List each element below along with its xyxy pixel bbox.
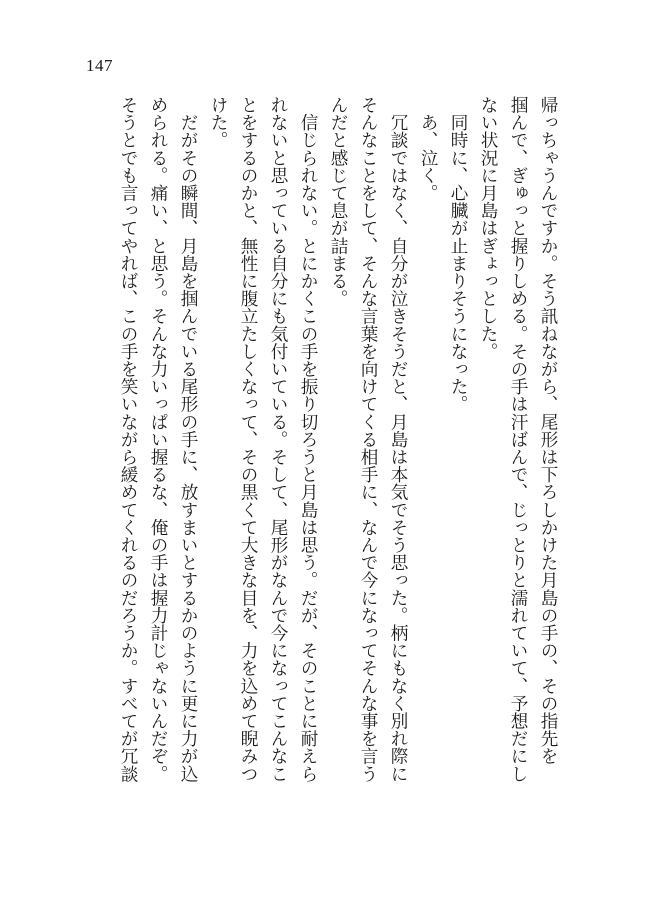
text-line: 信じられない。とにかくこの手を振り切ろうと月島は思う。だが、そのことに耐えら: [298, 96, 318, 783]
text-line: 掴んで、ぎゅっと握りしめる。その手は汗ばんで、じっとりと濡れていて、予想だにし: [508, 96, 528, 783]
text-line: んだと感じて息が詰まる。: [328, 96, 348, 308]
text-line: あ、泣く。: [418, 96, 438, 202]
text-line: そんなことをして、そんな言葉を向けてくる相手に、なんで今になってそんな事を言う: [358, 96, 378, 783]
text-line: れないと思っている自分にも気付いている。そして、尾形がなんで今になってこんなこ: [268, 96, 288, 783]
text-line: とをするのかと、無性に腹立たしくなって、その黒くて大きな目を、力を込めて睨みつ: [238, 96, 258, 783]
text-line: けた。: [208, 96, 228, 149]
text-line: められる。痛い、と思う。そんな力いっぱい握るな、俺の手は握力計じゃないんだぞ。: [148, 96, 168, 783]
text-line: だがその瞬間、月島を掴んでいる尾形の手に、放すまいとするかのように更に力が込: [178, 96, 198, 783]
text-line: ない状況に月島はぎょっとした。: [478, 96, 498, 360]
text-line: 帰っちゃうんですか。そう訊ねながら、尾形は下ろしかけた月島の手の、その指先を: [538, 96, 558, 765]
text-line: 冗談ではなく、自分が泣きそうだと、月島は本気でそう思った。柄にもなく別れ際に: [388, 96, 408, 783]
text-line: そうとでも言ってやれば、この手を笑いながら緩めてくれるのだろうか。すべてが冗談: [118, 96, 138, 783]
body-text: [83, 96, 563, 856]
page-number: 147: [86, 56, 113, 75]
text-line: 同時に、心臓が止まりそうになった。: [448, 96, 468, 413]
